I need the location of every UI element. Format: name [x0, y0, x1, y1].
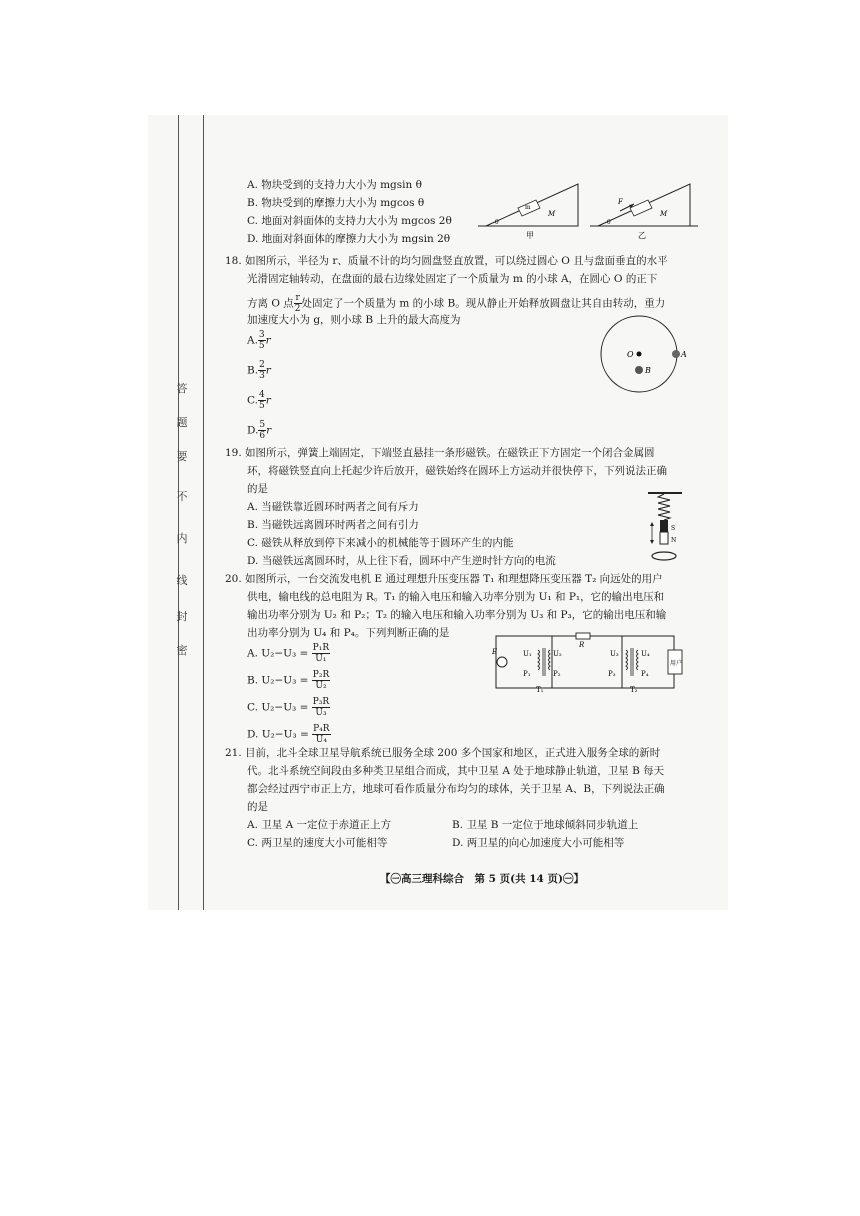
- theta-label: θ: [495, 219, 499, 226]
- margin-char: 题: [176, 416, 188, 429]
- T1-label: T₁: [536, 686, 544, 694]
- wedge-M-label: M: [660, 210, 668, 218]
- user-load-label: 用户: [670, 660, 683, 667]
- q21-option-b: B. 卫星 B 一定位于地球倾斜同步轨道上: [452, 819, 639, 831]
- q20-option-a: A. U₂−U₃ = $\frac{\text{P₁R}}{\text{U₁}}$: [247, 643, 330, 664]
- q21-stem-line2: 代。北斗系统空间段由多种类卫星组合而成，其中卫星 A 处于地球静止轨道，卫星 B 每天: [247, 765, 665, 777]
- q18-option-c: C. $\frac{4}{5}$ r: [247, 390, 271, 411]
- q20-stem-line1: 20. 如图所示，一台交流发电机 E 通过理想升压变压器 T₁ 和理想降压变压器 T₂ 向远处的用户: [225, 573, 663, 585]
- generator-E-label: E: [492, 648, 498, 656]
- q21-stem-line4: 的是: [247, 801, 268, 813]
- q18-option-b: B. $\frac{2}{3}$ r: [247, 360, 271, 381]
- q17-option-a: A. 物块受到的支持力大小为 mgsin θ: [247, 179, 422, 191]
- q18-option-a: A. $\frac{3}{5}$ r: [247, 330, 271, 351]
- U4-label: U₄: [641, 650, 650, 658]
- T2-label: T₂: [630, 686, 638, 694]
- P2-label: P₂: [553, 670, 561, 678]
- force-F-label: F: [618, 198, 623, 206]
- theta-label: θ: [607, 219, 611, 226]
- q21-stem-line1: 21. 目前，北斗全球卫星导航系统已服务全球 200 多个国家和地区，正式进入服务全球的新时: [225, 747, 661, 759]
- q20-stem-line3: 输出功率分别为 U₂ 和 P₂；T₂ 的输入电压和输入功率分别为 U₃ 和 P₃，它的输出电压和输: [247, 609, 667, 621]
- q20-option-b: B. U₂−U₃ = $\frac{\text{P₂R}}{\text{U₂}}$: [247, 670, 330, 691]
- q20-stem-line4: 出功率分别为 U₄ 和 P₄。下列判断正确的是: [247, 627, 450, 639]
- margin-char: 线: [176, 574, 188, 587]
- q18-stem-line4: 加速度大小为 g，则小球 B 上升的最大高度为: [247, 314, 461, 326]
- P1-label: P₁: [523, 670, 531, 678]
- binding-line-outer: [178, 115, 179, 910]
- q19-spring-magnet-figure: [640, 490, 688, 570]
- ball-B-label: B: [645, 366, 651, 375]
- ball-A-label: A: [681, 350, 687, 359]
- q17-option-b: B. 物块受到的摩擦力大小为 mgcos θ: [247, 197, 425, 209]
- q19-stem-line3: 的是: [247, 483, 268, 495]
- q20-stem-line2: 供电，输电线的总电阻为 R。T₁ 的输入电压和输入功率分别为 U₁ 和 P₁，它的输出电压和: [247, 591, 665, 603]
- wedge-M-label: M: [548, 210, 556, 218]
- caption-yi: 乙: [638, 231, 646, 240]
- q19-option-c: C. 磁铁从释放到停下来减小的机械能等于圆环产生的内能: [247, 537, 514, 549]
- margin-char: 密: [176, 644, 188, 657]
- incline-diagram-jia: [478, 184, 578, 240]
- q18-option-d: D. $\frac{5}{6}$ r: [247, 420, 272, 441]
- caption-jia: 甲: [526, 231, 534, 240]
- q21-option-a: A. 卫星 A 一定位于赤道正上方: [247, 819, 392, 831]
- q18-stem-line3: 方离 O 点 $\frac{r}{2}$ 处固定了一个质量为 m 的小球 B。现从静止开始释放圆盘让其自由转动，重力: [247, 293, 666, 314]
- R-label: R: [579, 641, 585, 649]
- margin-char: 封: [176, 610, 188, 623]
- q20-option-d: D. U₂−U₃ = $\frac{\text{P₄R}}{\text{U₄}}$: [247, 724, 330, 745]
- P3-label: P₃: [608, 670, 616, 678]
- q17-option-c: C. 地面对斜面体的支持力大小为 mgcos 2θ: [247, 215, 452, 227]
- pole-N-label: N: [671, 537, 677, 544]
- U3-label: U₃: [610, 650, 619, 658]
- pole-S-label: S: [671, 525, 676, 532]
- margin-char: 内: [176, 532, 188, 545]
- q20-option-c: C. U₂−U₃ = $\frac{\text{P₃R}}{\text{U₃}}$: [247, 697, 330, 718]
- page-footer: 【㊀高三理科综合 第 5 页(共 14 页)㊀】: [380, 873, 584, 885]
- U2-label: U₂: [553, 650, 562, 658]
- q18-disk-figure: [598, 314, 690, 398]
- U1-label: U₁: [523, 650, 532, 658]
- P4-label: P₄: [641, 670, 649, 678]
- incline-diagram-yi: [590, 184, 698, 240]
- q19-stem-line2: 环，将磁铁竖直向上托起少许后放开，磁铁始终在圆环上方运动并很快停下，下列说法正确: [247, 465, 667, 477]
- q21-option-c: C. 两卫星的速度大小可能相等: [247, 837, 388, 849]
- q18-stem-line1: 18. 如图所示，半径为 r、质量不计的均匀圆盘竖直放置，可以绕过圆心 O 且与盘面垂直的水平: [225, 255, 668, 267]
- q17-incline-figure: [478, 176, 710, 246]
- q17-option-d: D. 地面对斜面体的摩擦力大小为 mgsin 2θ: [247, 233, 451, 245]
- q19-stem-line1: 19. 如图所示，弹簧上端固定，下端竖直悬挂一条形磁铁。在磁铁正下方固定一个闭合金属圆: [225, 447, 655, 459]
- q19-option-a: A. 当磁铁靠近圆环时两者之间有斥力: [247, 501, 419, 513]
- q19-option-b: B. 当磁铁远离圆环时两者之间有引力: [247, 519, 419, 531]
- q18-stem-line2: 光滑固定轴转动，在盘面的最右边缘处固定了一个质量为 m 的小球 A，在圆心 O 的正下: [247, 273, 658, 285]
- binding-line-inner: [203, 115, 204, 910]
- q19-option-d: D. 当磁铁远离圆环时，从上往下看，圆环中产生逆时针方向的电流: [247, 555, 556, 567]
- q21-option-d: D. 两卫星的向心加速度大小可能相等: [452, 837, 625, 849]
- margin-char: 要: [176, 450, 188, 463]
- q20-circuit-figure: [490, 632, 690, 694]
- center-O-label: O: [627, 350, 634, 359]
- q21-stem-line3: 都会经过西宁市正上方，地球可看作质量分布均匀的球体，关于卫星 A、B，下列说法正确: [247, 783, 665, 795]
- margin-char: 不: [176, 490, 188, 503]
- margin-char: 答: [176, 382, 188, 395]
- block-m-label: m: [525, 204, 531, 211]
